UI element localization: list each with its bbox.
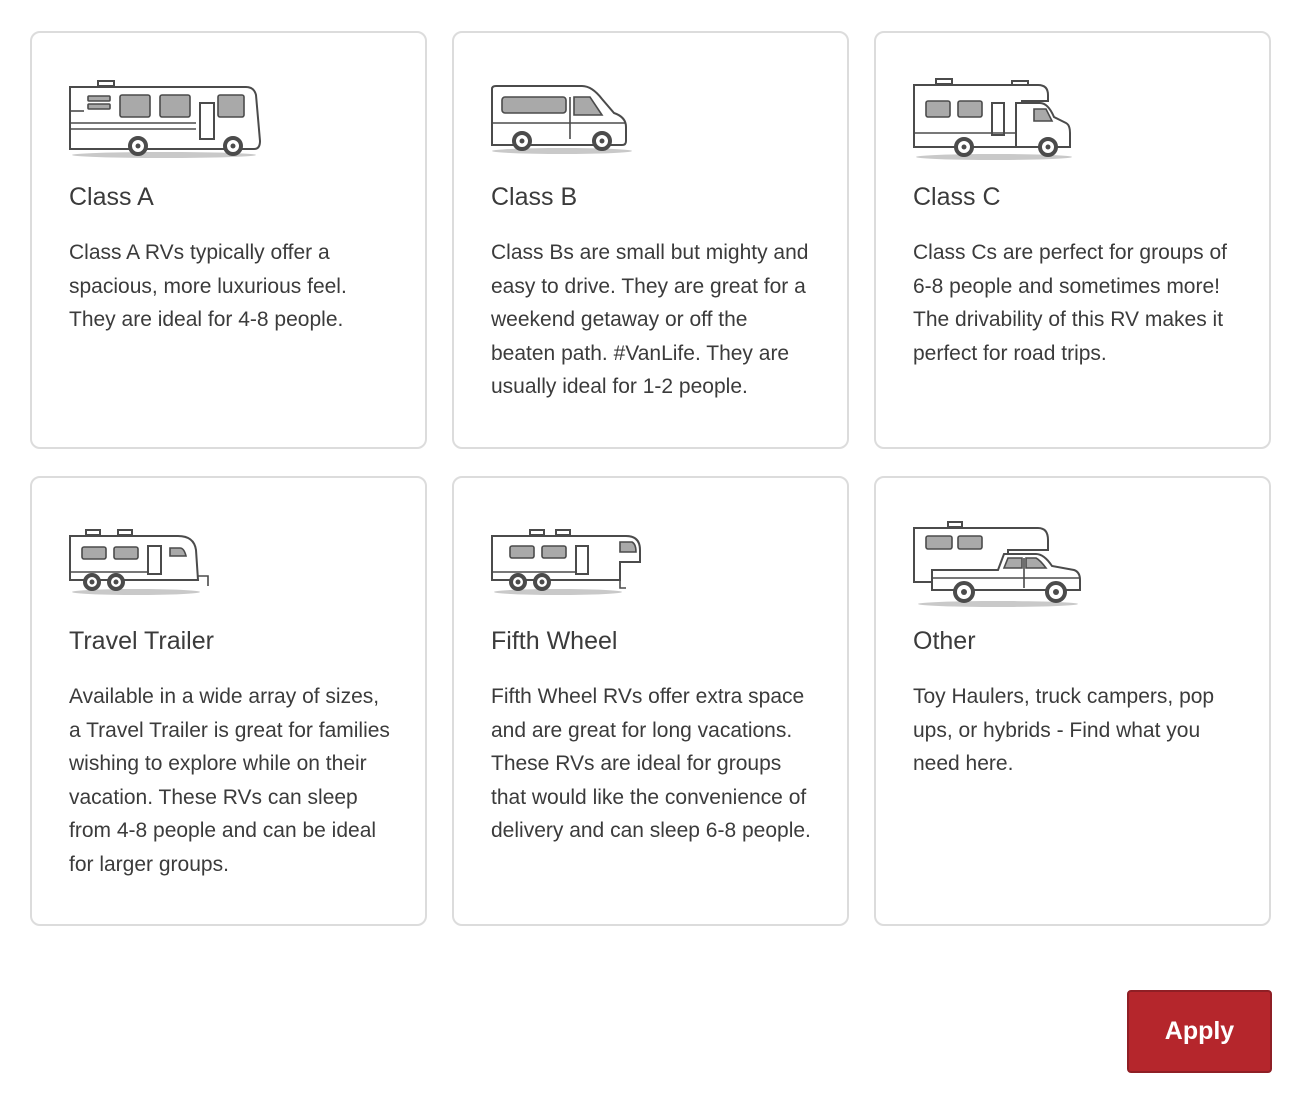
rv-card-travel-trailer[interactable] — [30, 476, 427, 926]
rv-card-fifth-wheel[interactable] — [452, 476, 849, 926]
fifth-wheel-icon — [490, 528, 646, 598]
apply-button[interactable]: Apply — [1127, 990, 1272, 1073]
rv-card-other[interactable] — [874, 476, 1271, 926]
card-description: Fifth Wheel RVs offer extra space and are great for long vacations. These RVs are ideal for groups that would like the convenience of delivery and can sleep 6-8 people. — [491, 685, 811, 843]
rv-type-grid — [30, 31, 1271, 926]
rv-card-class-a[interactable] — [30, 31, 427, 449]
card-title: Class A — [69, 183, 154, 211]
card-description: Class Cs are perfect for groups of 6-8 people and sometimes more! The drivability of this RV makes it perfect for road trips. — [913, 241, 1227, 365]
card-title: Class C — [913, 183, 1001, 211]
class-a-rv-icon — [68, 79, 264, 159]
card-title: Class B — [491, 183, 578, 211]
truck-camper-icon — [912, 520, 1084, 610]
card-description: Class A RVs typically offer a spacious, more luxurious feel. They are ideal for 4-8 people. — [69, 241, 347, 332]
class-c-rv-icon — [912, 77, 1076, 161]
class-b-rv-icon — [490, 83, 632, 155]
card-title: Travel Trailer — [69, 627, 214, 655]
travel-trailer-icon — [68, 528, 214, 598]
card-description: Available in a wide array of sizes, a Travel Trailer is great for families wishing to explore while on their vacation. These RVs can sleep from 4-8 people and can be ideal for larger groups. — [69, 685, 390, 876]
card-title: Other — [913, 627, 976, 655]
card-description: Toy Haulers, truck campers, pop ups, or hybrids - Find what you need here. — [913, 685, 1215, 776]
rv-card-class-c[interactable] — [874, 31, 1271, 449]
rv-card-class-b[interactable] — [452, 31, 849, 449]
card-title: Fifth Wheel — [491, 627, 618, 655]
card-description: Class Bs are small but mighty and easy to drive. They are great for a weekend getaway or off the beaten path. #VanLife. They are usually ideal for 1-2 people. — [491, 241, 809, 399]
